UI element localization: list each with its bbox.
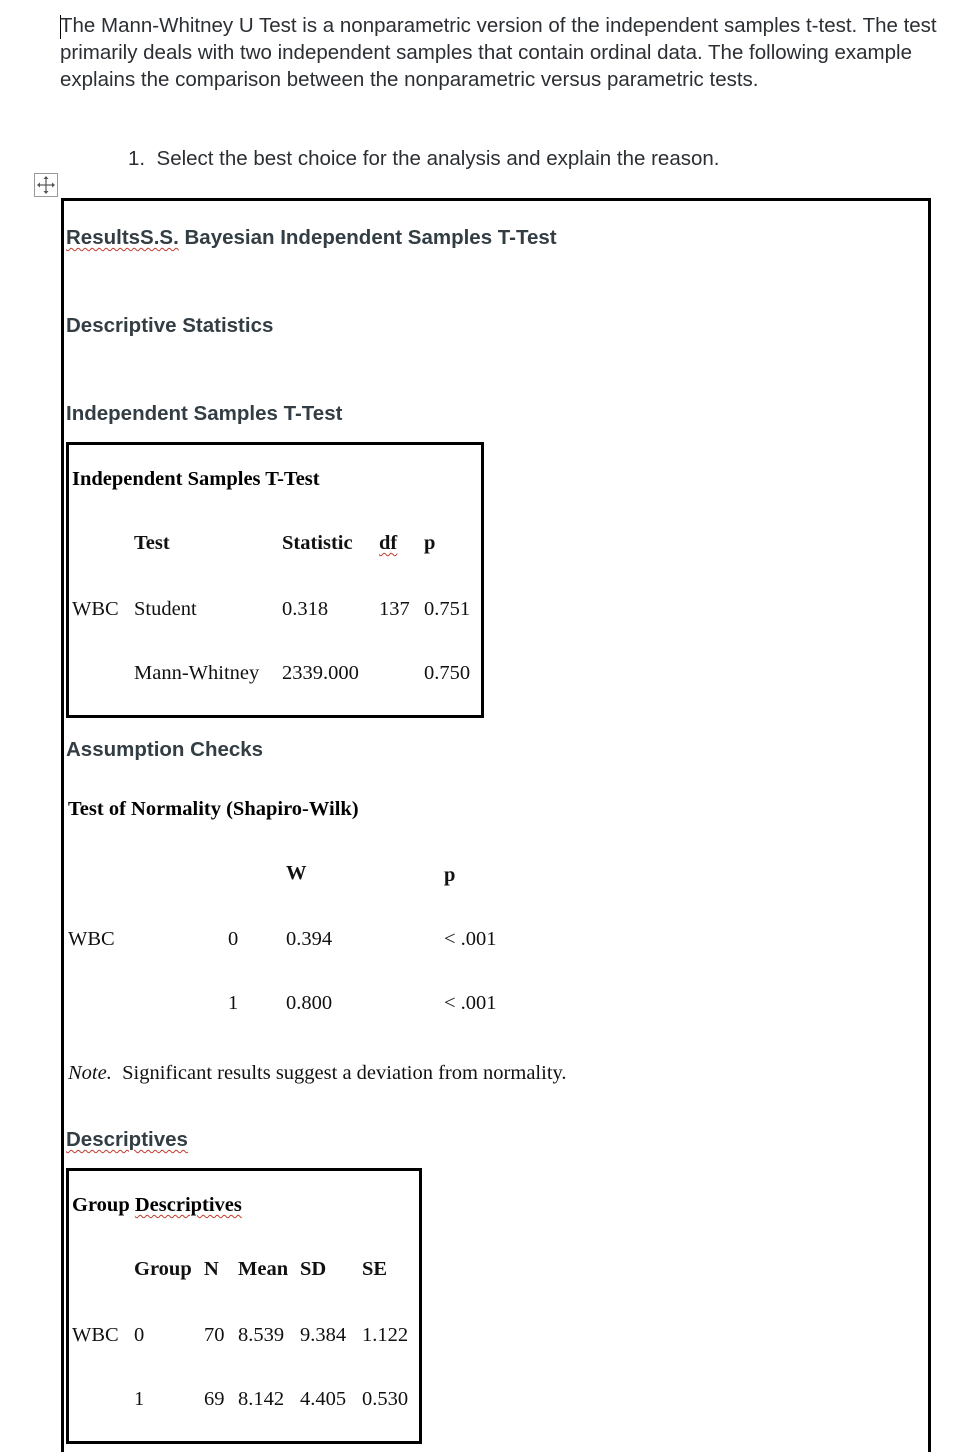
group-row-mean: 8.539	[238, 1324, 285, 1346]
ttest-table-title: Independent Samples T-Test	[72, 468, 320, 490]
descriptive-statistics-heading: Descriptive Statistics	[66, 314, 274, 337]
ttest-row-p: 0.751	[424, 598, 471, 620]
ttest-header-df: df	[379, 532, 398, 554]
group-row-se: 0.530	[362, 1388, 409, 1410]
descriptives-heading: Descriptives	[66, 1128, 188, 1151]
normality-note	[68, 1062, 567, 1085]
group-header-n: N	[204, 1258, 219, 1280]
independent-samples-heading: Independent Samples T-Test	[66, 402, 343, 425]
results-title-prefix: ResultsS.S.	[66, 226, 179, 249]
group-row-mean: 8.142	[238, 1388, 285, 1410]
normality-header-p: p	[444, 864, 456, 886]
ttest-variable: WBC	[72, 598, 119, 620]
normality-row-group: 1	[228, 992, 239, 1014]
ttest-row-test: Mann-Whitney	[134, 662, 260, 684]
results-title	[66, 226, 557, 250]
ttest-header-p: p	[424, 532, 436, 554]
normality-row-p: < .001	[444, 928, 497, 950]
group-variable: WBC	[72, 1324, 119, 1346]
normality-row-w: 0.800	[286, 992, 333, 1014]
group-table-title-word: Descriptives	[134, 1194, 242, 1216]
normality-table-title: Test of Normality (Shapiro-Wilk)	[68, 798, 359, 820]
group-header-group: Group	[134, 1258, 192, 1280]
ttest-row-statistic: 0.318	[282, 598, 329, 620]
group-table-title-prefix: Group	[72, 1194, 135, 1216]
group-header-sd: SD	[300, 1258, 327, 1280]
note-text: Significant results suggest a deviation from normality.	[122, 1062, 567, 1084]
group-row-sd: 9.384	[300, 1324, 347, 1346]
normality-variable: WBC	[68, 928, 115, 950]
intro-paragraph: The Mann-Whitney U Test is a nonparametric version of the independent samples t-test. The test primarily deals with two independent samples that contain ordinal data. The following example explains the comparison between the nonparametric versus parametric tests.	[60, 14, 937, 91]
normality-header-w: W	[286, 862, 307, 884]
group-header-se: SE	[362, 1258, 388, 1280]
assumption-checks-heading: Assumption Checks	[66, 738, 264, 761]
group-row-n: 69	[204, 1388, 225, 1410]
ttest-header-test: Test	[134, 532, 170, 554]
table-move-handle-icon[interactable]	[34, 173, 58, 197]
ttest-row-test: Student	[134, 598, 197, 620]
ttest-row-statistic: 2339.000	[282, 662, 359, 684]
normality-row-w: 0.394	[286, 928, 333, 950]
question-text: Select the best choice for the analysis and explain the reason.	[156, 147, 720, 170]
note-label: Note.	[68, 1062, 112, 1084]
group-row-n: 70	[204, 1324, 225, 1346]
normality-row-p: < .001	[444, 992, 497, 1014]
group-row-sd: 4.405	[300, 1388, 347, 1410]
group-header-mean: Mean	[238, 1258, 289, 1280]
ttest-row-df: 137	[379, 598, 410, 620]
group-row-group: 1	[134, 1388, 145, 1410]
ttest-row-p: 0.750	[424, 662, 471, 684]
group-table-title	[72, 1194, 242, 1217]
results-title-rest: Bayesian Independent Samples T-Test	[178, 226, 557, 249]
group-row-group: 0	[134, 1324, 145, 1346]
group-row-se: 1.122	[362, 1324, 409, 1346]
question-item	[128, 147, 719, 171]
ttest-header-statistic: Statistic	[282, 532, 353, 554]
normality-row-group: 0	[228, 928, 239, 950]
question-number: 1.	[128, 147, 146, 170]
